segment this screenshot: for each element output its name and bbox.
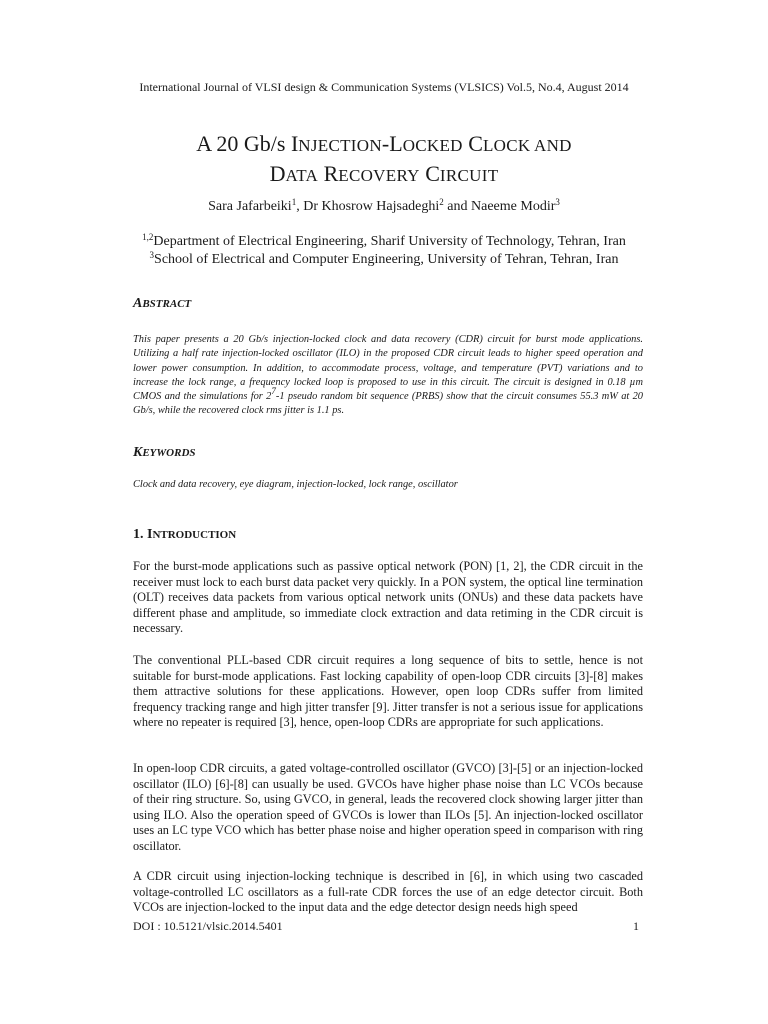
affiliation-mark: 1,2 — [142, 232, 154, 242]
heading-text: EYWORDS — [142, 447, 196, 459]
body-paragraph: For the burst-mode applications such as passive optical network (PON) [1, 2], the CDR circuit in the receiver must lock to each burst data packet very quickly. In a PON system, the optical line termination (OLT) receives data packets from various optical network units (ONUs) and these data packets have different phase and amplitude, so immediate clock extraction and data retiming in the CDR circuit is necessary. — [133, 559, 643, 636]
body-paragraph: In open-loop CDR circuits, a gated voltage-controlled oscillator (GVCO) [3]-[5] or an injection-locked oscillator (ILO) [6]-[8] can usually be used. GVCOs have higher phase noise than LC VCOs because of their ring structure. So, using GVCO, in general, leads the recovered clock showing larger jitter than using ILO. Also the operation speed of GVCOs is lower than ILOs [5]. An injection-locked oscillator uses an LC type VCO which has better phase noise and higher operation speed in comparison with ring oscillator. — [133, 761, 643, 853]
introduction-heading — [133, 527, 236, 543]
title-text: IRCUIT — [439, 166, 499, 185]
title-text: ECOVERY — [338, 166, 420, 185]
author-affiliation-mark: 1 — [291, 197, 297, 207]
title-text: C — [462, 131, 483, 156]
heading-text: A — [133, 296, 143, 311]
title-text: OCKED — [402, 136, 463, 155]
title-text: -L — [381, 131, 403, 156]
keywords-heading — [133, 445, 196, 461]
author-affiliation-mark: 2 — [439, 197, 444, 207]
journal-header: International Journal of VLSI design & Communication Systems (VLSICS) Vol.5, No.4, August 2014 — [139, 80, 629, 94]
heading-text: NTRODUCTION — [152, 529, 237, 541]
affiliation-line — [0, 233, 768, 251]
heading-text: BSTRACT — [142, 298, 192, 310]
keywords-text: Clock and data recovery, eye diagram, injection-locked, lock range, oscillator — [133, 479, 458, 490]
abstract-body: -1 pseudo random bit sequence (PRBS) show that the circuit consumes 55.3 mW at 20 Gb/s, while the recovered clock rms jitter is 1.1 ps. — [133, 391, 643, 417]
affiliation-text: Department of Electrical Engineering, Sharif University of Technology, Tehran, Iran — [153, 234, 626, 249]
author-name: , Dr Khosrow Hajsadeghi — [296, 199, 440, 214]
title-line-1 — [196, 131, 572, 156]
heading-text: 1. I — [133, 527, 153, 542]
title-text: ATA — [285, 166, 319, 185]
title-text: R — [318, 161, 339, 186]
author-name: and Naeeme Modir — [443, 199, 556, 214]
abstract-text — [133, 333, 643, 419]
author-name: Sara Jafarbeiki — [208, 199, 292, 214]
heading-text: K — [133, 445, 143, 460]
paper-title — [0, 130, 768, 190]
author-affiliation-mark: 3 — [555, 197, 560, 207]
body-paragraph: A CDR circuit using injection-locking technique is described in [6], in which using two cascaded voltage-controlled LC oscillators as a full-rate CDR forces the use of an edge detector circuit. Both VCOs are injection-locked to the input data and the edge detector design needs high speed — [133, 869, 643, 915]
affiliation-line — [0, 251, 768, 269]
title-text: C — [419, 161, 440, 186]
title-text: D — [269, 161, 286, 186]
title-text: LOCK AND — [482, 136, 572, 155]
body-paragraph: The conventional PLL-based CDR circuit requires a long sequence of bits to settle, hence is not suitable for burst-mode applications. Fast locking capability of open-loop CDR circuits [3]-[8] makes them attractive solutions for these applications. However, open loop CDRs suffer from limited frequency tracking range and high jitter transfer [9]. Jitter transfer is not a serious issue for applications where no repeater is required [3], hence, open-loop CDRs are appropriate for such applications. — [133, 653, 643, 730]
doi-footer: DOI : 10.5121/vlsic.2014.5401 — [133, 919, 283, 933]
page-number: 1 — [633, 919, 639, 933]
abstract-heading — [133, 296, 191, 312]
author-list — [0, 199, 768, 215]
title-line-2 — [270, 161, 499, 186]
abstract-body: This paper presents a 20 Gb/s injection-locked clock and data recovery (CDR) circuit for burst mode applications. Utilizing a half rate injection-locked oscillator (ILO) in the proposed CDR circuit leads to higher speed operation and lower power consumption. In addition, to accommodate process, voltage, and temperature (PVT) variations and to increase the lock range, a frequency locked loop is proposed to use in this circuit. The circuit is designed in 0.18 µm CMOS and the simulations for 2 — [133, 334, 643, 403]
affiliation-text: School of Electrical and Computer Engineering, University of Tehran, Tehran, Iran — [154, 252, 619, 267]
affiliations — [0, 233, 768, 269]
title-text: NJECTION — [298, 136, 382, 155]
exponent: 7 — [271, 386, 276, 397]
title-text: A 20 Gb/s I — [196, 131, 299, 156]
affiliation-mark: 3 — [149, 250, 155, 260]
